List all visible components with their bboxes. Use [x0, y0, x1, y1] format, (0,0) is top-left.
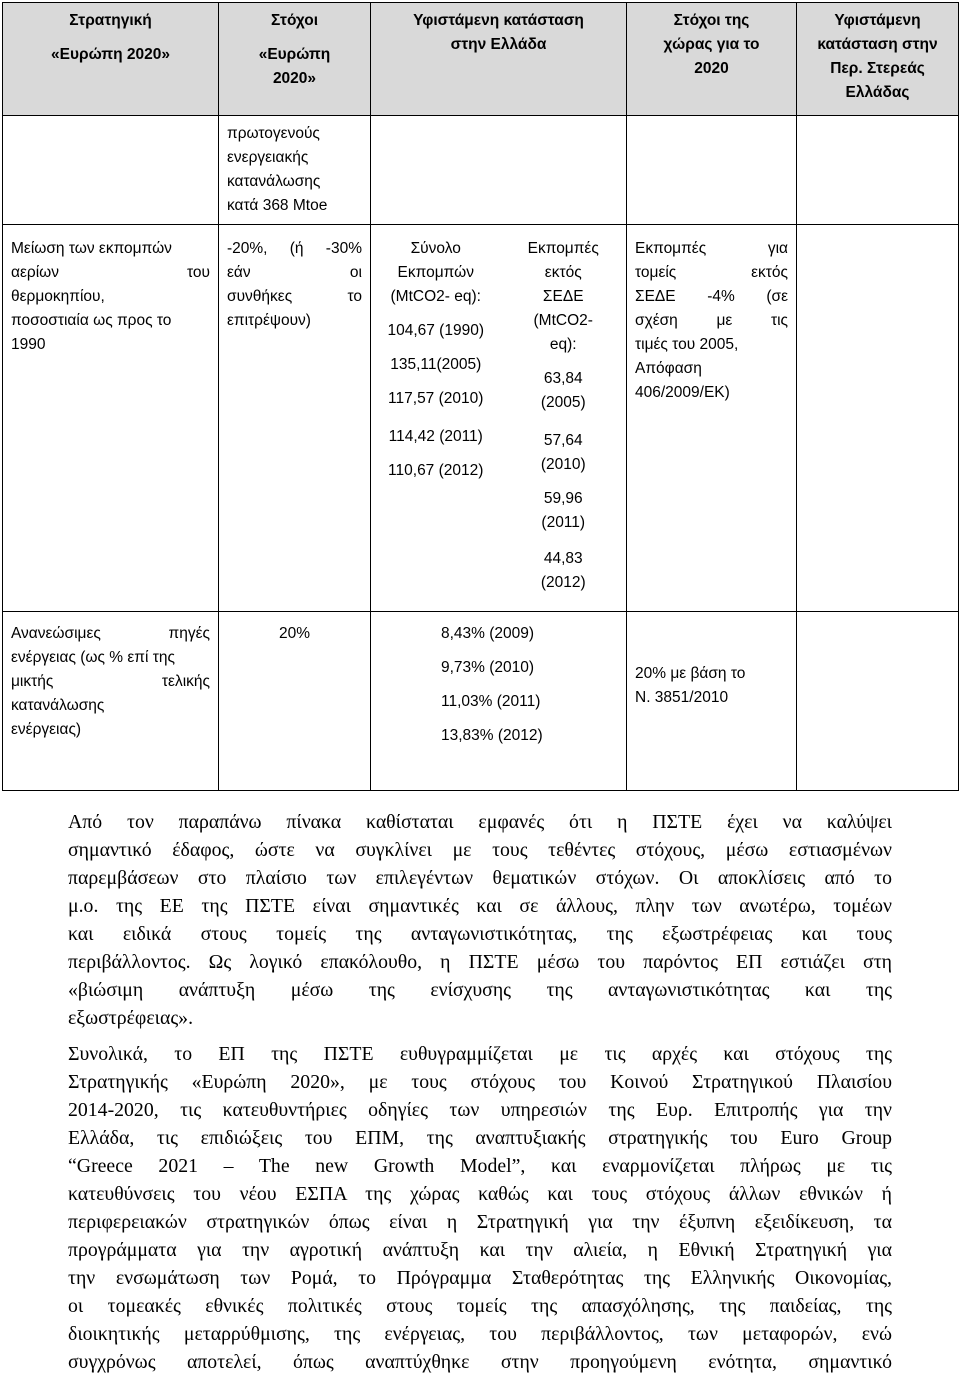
- cell-line: πρωτογενούς: [227, 125, 320, 142]
- table-row-emissions: [3, 225, 959, 612]
- cell-renewables-goal: [219, 612, 371, 791]
- header-greece-status: [371, 3, 627, 116]
- text-line: εξωστρέφειας».: [68, 1007, 194, 1029]
- cell-energy-goal: [219, 116, 371, 225]
- cell-line: επιτρέψουν): [227, 312, 311, 329]
- header-line: Στρατηγική: [69, 12, 152, 29]
- header-line: Υφιστάμενη: [834, 12, 921, 29]
- emission-value: 63,84: [543, 370, 583, 387]
- text-line: Ελλάδα, τις επιδιώξεις του ΕΠΜ, της αναπτυξιακής στρατηγικής του Euro Group: [68, 1127, 892, 1149]
- header-line: Στόχοι της: [673, 12, 750, 29]
- cell-emissions-greece: [371, 225, 627, 612]
- cell-line: Ανανεώσιμες πηγές: [11, 625, 210, 642]
- cell-line: σχέση με τις: [635, 312, 788, 329]
- cell-empty: [627, 116, 797, 225]
- header-strategy: [3, 3, 219, 116]
- cell-line: ενεργειακής: [227, 149, 309, 166]
- header-line: Ελλάδας: [845, 84, 910, 101]
- cell-line: ενέργειας): [11, 721, 82, 738]
- header-line: Περ. Στερεάς: [830, 60, 925, 77]
- renewables-value: 11,03% (2011): [441, 693, 541, 710]
- text-line: Στρατηγικής «Ευρώπη 2020», με τους στόχους του Κοινού Στρατηγικού Πλαισίου: [68, 1071, 892, 1093]
- cell-line: Μείωση των εκπομπών: [11, 240, 172, 257]
- cell-line: Εκπομπές για: [635, 240, 788, 257]
- emission-value: 104,67 (1990): [387, 322, 484, 339]
- cell-empty: [797, 116, 959, 225]
- text-line: συγχρόνως αποτελεί, όπως αναπτύχθηκε στην προηγούμενη ενότητα, σημαντικό: [68, 1351, 892, 1373]
- cell-line: eq):: [549, 336, 577, 353]
- header-line: «Ευρώπη: [258, 46, 331, 63]
- cell-line: θερμοκηπίου,: [11, 288, 105, 305]
- emission-value: 114,42 (2011): [388, 428, 483, 445]
- table-row-energy-continued: [3, 116, 959, 225]
- header-line: 2020: [694, 60, 729, 77]
- cell-emissions-goal: [219, 225, 371, 612]
- header-country-targets: [627, 3, 797, 116]
- header-line: 2020»: [272, 70, 317, 87]
- header-line: Υφιστάμενη κατάσταση: [413, 12, 584, 29]
- text-line: “Greece 2021 – The new Growth Model”, και εναρμονίζεται πλήρως με τις: [68, 1155, 892, 1177]
- paragraph-alignment: [68, 1040, 892, 1376]
- paragraph-gap-analysis: [68, 808, 892, 1032]
- cell-line: (MtCO2- eq):: [390, 288, 481, 305]
- cell-line: τιμές του 2005,: [635, 336, 739, 353]
- text-line: περιβάλλοντος. Ως λογικό επακόλουθο, η ΠΣΤΕ μέσω του παρόντος ΕΠ εστιάζει στη: [68, 951, 892, 973]
- table-row-renewables: [3, 612, 959, 791]
- non-ets-emissions-column: [500, 237, 626, 595]
- text-line: «βιώσιμη ανάπτυξη μέσω της ενίσχυσης της ανταγωνιστικότητας και της: [68, 979, 892, 1001]
- emission-value: 117,57 (2010): [388, 390, 484, 407]
- text-line: σημαντικό έδαφος, ώστε να συγκλίνει με τους τεθέντες στόχους, μέσω εστιασμένων: [68, 839, 892, 861]
- header-line: χώρας για το: [663, 36, 760, 53]
- emission-value: 57,64: [543, 432, 583, 449]
- cell-line: κατανάλωσης: [11, 697, 105, 714]
- text-line: Από τον παραπάνω πίνακα καθίσταται εμφανές ότι η ΠΣΤΕ έχει να καλύψει: [68, 811, 892, 833]
- text-line: οι τομεακές εθνικές πολιτικές στους τομείς της απασχόλησης, της παιδείας, της: [68, 1295, 892, 1317]
- cell-line: τομείς εκτός: [635, 264, 788, 281]
- cell-line: ποσοστιαία ως προς το: [11, 312, 172, 329]
- renewables-value: 13,83% (2012): [441, 727, 543, 744]
- cell-line: Ν. 3851/2010: [635, 689, 729, 706]
- header-line: κατάσταση στην: [817, 36, 938, 53]
- cell-line: κατανάλωσης: [227, 173, 321, 190]
- text-line: και ειδικά στους τομείς της ανταγωνιστικότητας, της εξωστρέφειας και τους: [68, 923, 892, 945]
- cell-line: 20% με βάση το: [635, 665, 746, 682]
- emission-year: (2010): [540, 456, 586, 473]
- text-line: την ενσωμάτωση των Ρομά, το Πρόγραμμα Σταθερότητας της Ελληνικής Οικονομίας,: [68, 1267, 892, 1289]
- cell-emissions-target: [627, 225, 797, 612]
- header-line: «Ευρώπη 2020»: [51, 46, 170, 63]
- emission-value: 135,11(2005): [390, 356, 482, 373]
- cell-line: μικτής τελικής: [11, 673, 210, 690]
- cell-line: Εκπομπές: [527, 240, 599, 257]
- text-line: μ.ο. της ΕΕ της ΠΣΤΕ είναι σημαντικές και σε άλλους, πλην των ανωτέρω, τομέων: [68, 895, 892, 917]
- cell-line: -20%, (ή -30%: [227, 240, 362, 257]
- text-line: παρεμβάσεων στο πλαίσιο των επιλεγέντων θεματικών στόχων. Οι αποκλίσεις από το: [68, 867, 892, 889]
- cell-line: Απόφαση: [635, 360, 702, 377]
- cell-line: 406/2009/ΕΚ): [635, 384, 730, 401]
- cell-line: ενέργειας (ως % επί της: [11, 649, 175, 666]
- emission-year: (2012): [540, 574, 586, 591]
- table-header-row: [3, 3, 959, 116]
- text-line: Συνολικά, το ΕΠ της ΠΣΤΕ ευθυγραμμίζεται με τις αρχές και στόχους της: [68, 1043, 892, 1065]
- strategy-table: [2, 2, 959, 791]
- emission-value: 59,96: [543, 490, 583, 507]
- emission-year: (2011): [541, 514, 586, 531]
- text-line: διοικητικής μεταρρύθμισης, της ενέργειας, του περιβάλλοντος, των μεταφορών, ενώ: [68, 1323, 892, 1345]
- cell-empty: [797, 612, 959, 791]
- cell-line: αερίων του: [11, 264, 210, 281]
- header-region-status: [797, 3, 959, 116]
- text-line: κατευθύνσεις του νέου ΕΣΠΑ της χώρας καθώς και τους στόχους άλλων εθνικών ή: [68, 1183, 892, 1205]
- text-line: 2014-2020, τις κατευθυντήριες οδηγίες των υπηρεσιών της Ευρ. Επιτροπής για την: [68, 1099, 892, 1121]
- cell-line: συνθήκες το: [227, 288, 362, 305]
- cell-line: 1990: [11, 336, 46, 353]
- text-line: περιφερειακών στρατηγικών όπως είναι η Στρατηγική για την έξυπνη εξειδίκευση, τα: [68, 1211, 892, 1233]
- emission-year: (2005): [540, 394, 586, 411]
- cell-line: (MtCO2-: [533, 312, 593, 329]
- cell-empty: [371, 116, 627, 225]
- emission-value: 110,67 (2012): [388, 462, 484, 479]
- cell-empty: [3, 116, 219, 225]
- cell-line: ΣΕΔΕ: [542, 288, 584, 305]
- cell-line: κατά 368 Mtoe: [227, 197, 328, 214]
- cell-empty: [797, 225, 959, 612]
- cell-emissions-strategy: [3, 225, 219, 612]
- cell-line: 20%: [279, 625, 311, 642]
- text-line: προγράμματα για την αγροτική ανάπτυξη και την αλιεία, η Εθνική Στρατηγική για: [68, 1239, 892, 1261]
- cell-line: Σύνολο: [410, 240, 461, 257]
- cell-renewables-target: [627, 612, 797, 791]
- header-line: στην Ελλάδα: [450, 36, 547, 53]
- emission-value: 44,83: [543, 550, 583, 567]
- renewables-value: 8,43% (2009): [441, 625, 535, 642]
- cell-line: εκτός: [544, 264, 582, 281]
- renewables-value: 9,73% (2010): [441, 659, 535, 676]
- cell-line: εάν οι: [227, 264, 362, 281]
- cell-line: Εκπομπών: [397, 264, 474, 281]
- header-line: Στόχοι: [271, 12, 318, 29]
- total-emissions-column: [371, 237, 500, 595]
- header-goals: [219, 3, 371, 116]
- cell-line: ΣΕΔΕ -4% (σε: [635, 288, 788, 305]
- cell-renewables-strategy: [3, 612, 219, 791]
- cell-renewables-greece: [371, 612, 627, 791]
